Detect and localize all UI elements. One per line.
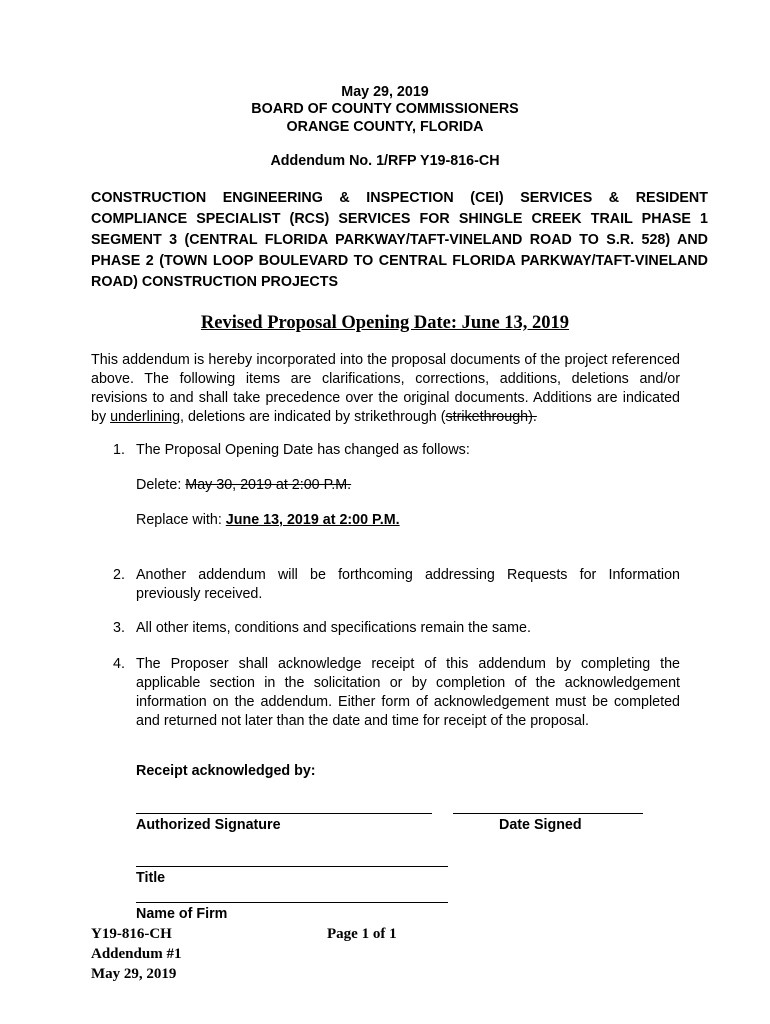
- revised-date-heading: Revised Proposal Opening Date: June 13, 2019: [200, 313, 570, 333]
- intro-underline-example: underlining: [110, 409, 181, 425]
- item-text: The Proposal Opening Date has changed as follows:: [136, 442, 470, 458]
- delete-label: Delete:: [136, 477, 186, 493]
- replacement-date: June 13, 2019 at 2:00 P.M.: [225, 512, 400, 528]
- footer-date: May 29, 2019: [91, 966, 177, 982]
- list-item-3: [113, 619, 680, 638]
- authorized-signature-label: Authorized Signature: [136, 817, 281, 833]
- page-number: Page 1 of 1: [327, 926, 397, 942]
- footer-left: [91, 924, 181, 984]
- intro-text-before: This addendum is hereby incorporated into the proposal documents of the project referenced above. The following items are clarifications, corrections, additions, deletions and/or revisions to and shall take precedence over the original documents. Additions are indicated by: [91, 352, 680, 425]
- header-board: BOARD OF COUNTY COMMISSIONERS: [251, 101, 519, 117]
- header-date: May 29, 2019: [341, 84, 429, 100]
- title-line[interactable]: [136, 866, 448, 867]
- project-title: CONSTRUCTION ENGINEERING & INSPECTION (CEI) SERVICES & RESIDENT COMPLIANCE SPECIALIST (RCS) SERVICES FOR SHINGLE CREEK TRAIL PHASE 1 SEGMENT 3 (CENTRAL FLORIDA PARKWAY/TAFT-VINELAND ROAD TO S.R. 528) AND PHASE 2 (TOWN LOOP BOULEVARD TO CENTRAL FLORIDA PARKWAY/TAFT-VINELAND ROAD) CONSTRUCTION PROJECTS: [91, 190, 708, 290]
- header-county: ORANGE COUNTY, FLORIDA: [286, 119, 484, 135]
- firm-name-line[interactable]: [136, 902, 448, 903]
- item-number: 2.: [113, 567, 125, 583]
- footer-ref: Y19-816-CH: [91, 926, 172, 942]
- footer-addendum: Addendum #1: [91, 946, 182, 962]
- receipt-heading: Receipt acknowledged by:: [136, 763, 316, 779]
- item-text: Another addendum will be forthcoming addressing Requests for Information previously received.: [136, 567, 680, 602]
- name-of-firm-label: Name of Firm: [136, 906, 228, 922]
- delete-line: [136, 477, 351, 493]
- item-text: The Proposer shall acknowledge receipt of this addendum by completing the applicable section in the solicitation or by completion of the acknowledgement information on the addendum. Either form of acknowledgement must be completed and returned not later than the date and time for receipt of the proposal.: [136, 656, 680, 729]
- deleted-date: May 30, 2019 at 2:00 P.M.: [185, 477, 352, 493]
- addendum-number: Addendum No. 1/RFP Y19-816-CH: [270, 153, 500, 169]
- intro-strike-example: strikethrough).: [445, 409, 537, 425]
- item-text: All other items, conditions and specifications remain the same.: [136, 620, 531, 636]
- replace-line: [136, 512, 400, 528]
- intro-text-middle: , deletions are indicated by strikethrough (: [180, 409, 446, 425]
- item-number: 3.: [113, 620, 125, 636]
- title-label: Title: [136, 870, 166, 886]
- list-item-1: [113, 441, 680, 460]
- replace-label: Replace with:: [136, 512, 226, 528]
- date-signed-label: Date Signed: [499, 817, 582, 833]
- item-number: 4.: [113, 656, 125, 672]
- list-item-2: [113, 566, 680, 604]
- signature-line[interactable]: [136, 813, 432, 814]
- list-item-4: [113, 655, 680, 731]
- date-signed-line[interactable]: [453, 813, 643, 814]
- intro-paragraph: [91, 351, 680, 427]
- item-number: 1.: [113, 442, 125, 458]
